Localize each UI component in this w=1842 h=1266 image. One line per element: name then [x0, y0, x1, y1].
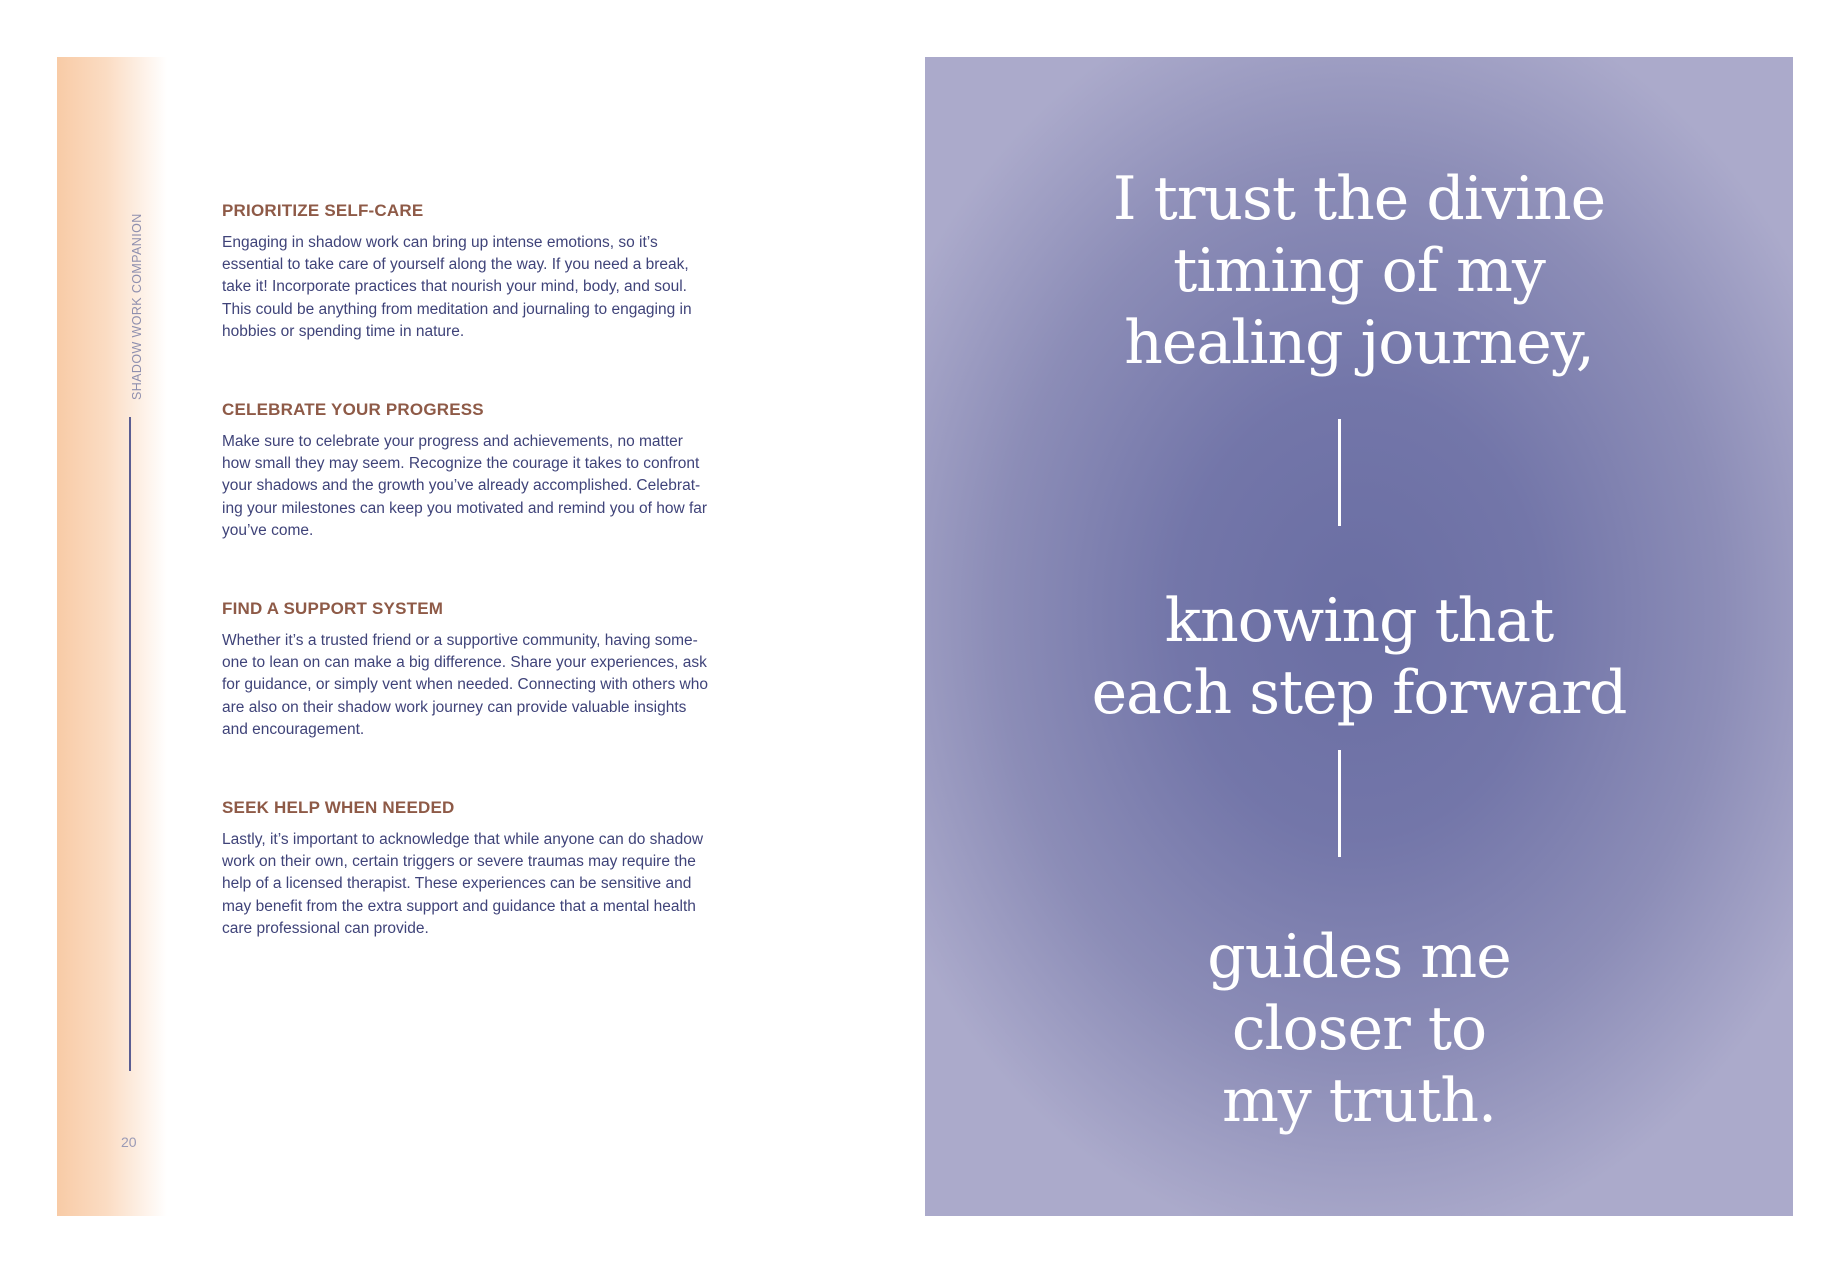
- section-body: Engaging in shadow work can bring up intense emotions, so it’s essential to take care of yourself along the way. If you need a break, take it! Incorporate practices that nourish your mind, body, and soul. This could be anything from meditation and journaling to engaging in hobbies or spending time in nature.: [222, 234, 692, 340]
- section-celebrate-your-progress: [222, 399, 812, 542]
- running-title: SHADOW WORK COMPANION: [130, 213, 144, 400]
- side-gradient-band: [57, 57, 167, 1216]
- affirmation-divider-line: [1338, 750, 1341, 857]
- page-number: 20: [121, 1134, 137, 1150]
- section-title: PRIORITIZE SELF-CARE: [222, 201, 424, 220]
- affirmation-part-2: knowing that each step forward: [1091, 586, 1627, 728]
- tips-content: [222, 200, 812, 996]
- left-page: [57, 57, 922, 1216]
- section-seek-help-when-needed: [222, 797, 812, 940]
- section-title: FIND A SUPPORT SYSTEM: [222, 599, 444, 619]
- section-body: Whether it’s a trusted friend or a supportive community, having some- one to lean on can make a big difference. Share your experiences, ask for guidance, or simply vent when needed. Connecting with others who are also on their shadow work journey can provide valuable insights and encouragement.: [222, 632, 708, 738]
- affirmation-part-3: guides me closer to my truth.: [1207, 922, 1511, 1136]
- right-page-affirmation: [925, 57, 1793, 1216]
- section-prioritize-self-care: [222, 200, 812, 343]
- section-title: SEEK HELP WHEN NEEDED: [222, 798, 455, 818]
- affirmation-part-1: I trust the divine timing of my healing journey,: [1112, 164, 1606, 378]
- section-body: Make sure to celebrate your progress and achievements, no matter how small they may seem. Recognize the courage it takes to confront your shadows and the growth you’ve already accomplished. Celebrat- ing your milestones can keep you motivated and remind you of how far you’ve come.: [222, 433, 708, 539]
- affirmation-divider-line: [1338, 419, 1341, 526]
- vertical-divider-line: [129, 417, 131, 1071]
- section-find-a-support-system: [222, 598, 812, 741]
- section-body: Lastly, it’s important to acknowledge that while anyone can do shadow work on their own, certain triggers or severe traumas may require the help of a licensed therapist. These experiences can be sensitive and may benefit from the extra support and guidance that a mental health care professional can provide.: [222, 831, 704, 937]
- section-title: CELEBRATE YOUR PROGRESS: [222, 400, 484, 420]
